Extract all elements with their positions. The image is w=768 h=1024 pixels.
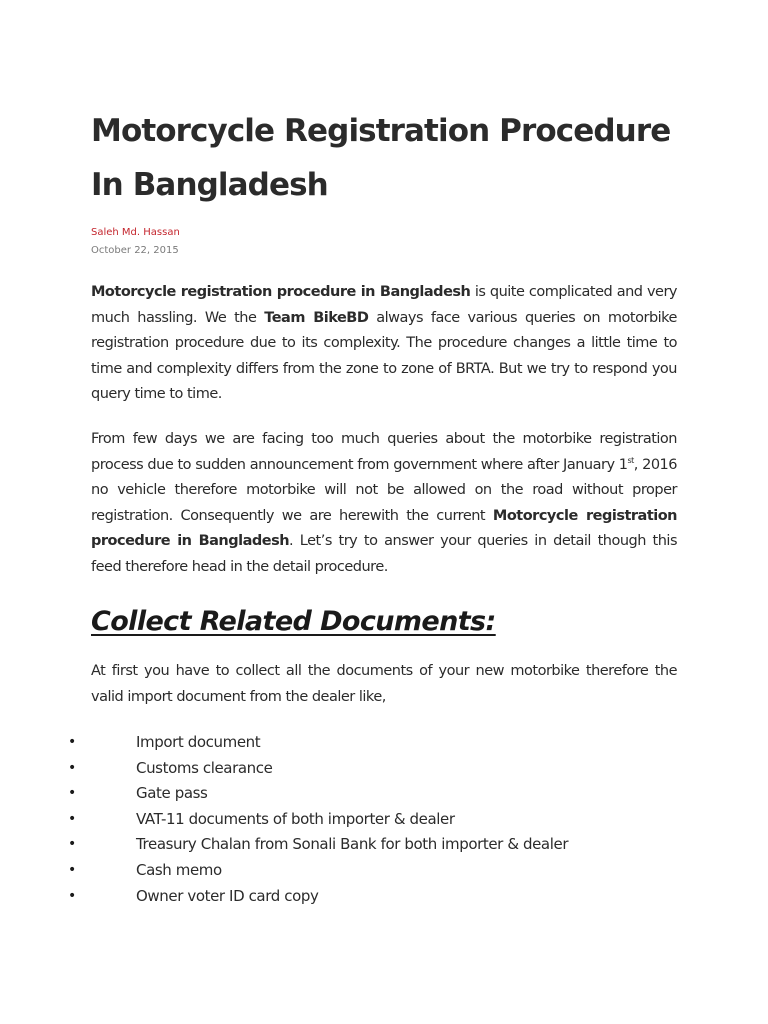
list-item-text: Gate pass <box>136 784 208 803</box>
context-text-c: . Let’s try to answer your queries in detail though this feed therefore head in the detail procedure. <box>91 533 678 575</box>
bullet-icon: • <box>68 836 76 853</box>
bullet-icon: • <box>68 810 76 827</box>
bullet-icon: • <box>68 887 76 904</box>
team-name: Team BikeBD <box>264 309 369 326</box>
list-item-text: Owner voter ID card copy <box>136 886 319 905</box>
ordinal-superscript: st <box>627 455 634 465</box>
intro-text-a: is quite complicated and very much hassling. We the <box>91 284 677 326</box>
list-item-text: VAT-11 documents of both importer & dealer <box>136 809 455 828</box>
bullet-icon: • <box>68 734 76 750</box>
documents-intro-paragraph: At first you have to collect all the documents of your new motorbike therefore the valid import document from the dealer like, <box>91 663 677 705</box>
context-text-a: From few days we are facing too much queries about the motorbike registration process due to sudden announcement from government where after January 1 <box>91 431 677 473</box>
context-paragraph <box>91 427 677 581</box>
bullet-icon: • <box>68 759 76 776</box>
author-name[interactable]: Saleh Md. Hassan <box>91 227 180 238</box>
section-heading: Collect Related Documents: <box>91 606 496 637</box>
list-item-text: Cash memo <box>136 860 222 879</box>
list-item-text: Import document <box>136 733 261 751</box>
list-item-text: Treasury Chalan from Sonali Bank for both importer & dealer <box>136 835 569 854</box>
intro-text-b: always face various queries on motorbike registration procedure due to its complexity. The procedure changes a little time to time and complexity differs from the zone to zone of BRTA. But we try to respond you query time to time. <box>91 309 677 403</box>
bullet-icon: • <box>68 861 76 878</box>
intro-paragraph <box>91 280 677 408</box>
article-title: Motorcycle Registration Procedure In Bangladesh <box>91 113 671 203</box>
intro-bold-phrase: Motorcycle registration procedure in Bangladesh <box>91 284 471 300</box>
context-bold-phrase: Motorcycle registration procedure in Bangladesh <box>91 507 677 550</box>
list-item-text: Customs clearance <box>136 758 273 777</box>
context-text-b: , 2016 no vehicle therefore motorbike will not be allowed on the road without proper registration. Consequently we are herewith the current <box>91 456 678 524</box>
bullet-icon: • <box>68 785 76 802</box>
publish-date: October 22, 2015 <box>91 245 179 256</box>
